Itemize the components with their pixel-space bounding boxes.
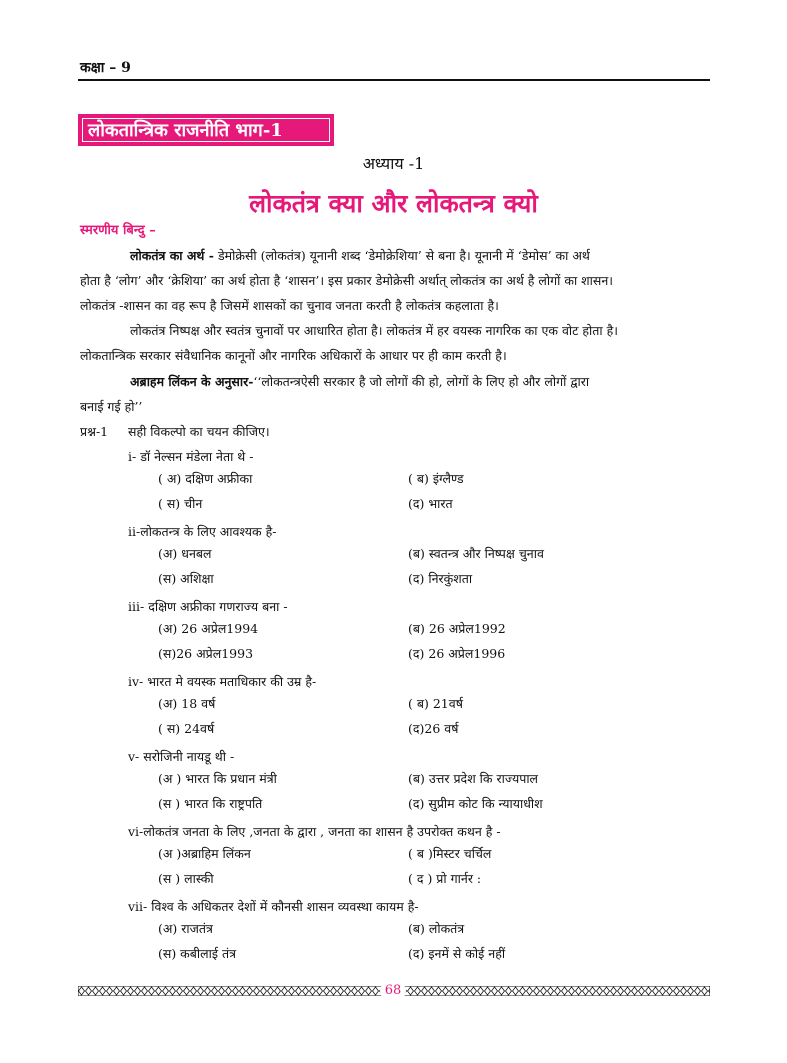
option-item: (द) भारत bbox=[408, 496, 453, 511]
option-item: ( ब) इंग्लैण्ड bbox=[408, 471, 464, 486]
option-item: (स)26 अप्रेल1993 bbox=[158, 646, 254, 661]
option-item: (स ) लास्की bbox=[158, 871, 214, 886]
header-rule bbox=[78, 79, 710, 81]
option-item: (द) सुप्रीम कोट कि न्यायाधीश bbox=[408, 796, 543, 811]
question-label: प्रश्न-1 bbox=[80, 424, 109, 439]
para3-lead: अब्राहम लिंकन के अनुसार- bbox=[130, 374, 254, 389]
option-item: (ब) लोकतंत्र bbox=[408, 921, 465, 936]
question-text: iii- दक्षिण अफ्रीका गणराज्य बना - bbox=[128, 599, 288, 614]
para3-line2: बनाई गई हो’’ bbox=[80, 399, 143, 414]
para1-lead: लोकतंत्र का अर्थ - bbox=[130, 248, 214, 263]
question-text: vii- विश्व के अधिकतर देशों में कौनसी शासन व्यवस्था कायम है- bbox=[128, 899, 419, 914]
page-number: 68 bbox=[380, 980, 406, 1002]
option-item: (ब) 26 अप्रेल1992 bbox=[408, 621, 506, 636]
option-item: (अ) धनबल bbox=[158, 546, 212, 561]
option-item: ( स) 24वर्ष bbox=[158, 721, 215, 736]
option-item: ( ब) 21वर्ष bbox=[408, 696, 463, 711]
para2-line1: लोकतंत्र निष्पक्ष और स्वतंत्र चुनावों पर आधारित होता है। लोकतंत्र में हर वयस्क नागरिक का एक वोट होता है। bbox=[130, 323, 618, 338]
option-item: (अ) राजतंत्र bbox=[158, 921, 213, 936]
unit-title: लोकतान्त्रिक राजनीति भाग-1 bbox=[88, 120, 283, 141]
option-item: (अ) 18 वर्ष bbox=[158, 696, 216, 711]
option-item: ( स) चीन bbox=[158, 496, 203, 511]
para1-line3: लोकतंत्र -शासन का वह रूप है जिसमें शासकों का चुनाव जनता करती है लोकतंत्र कहलाता है। bbox=[80, 298, 499, 313]
class-label: कक्षा – 9 bbox=[80, 60, 131, 76]
option-item: ( द ) प्रो गार्नर : bbox=[408, 871, 482, 886]
page-title: लोकतंत्र क्या और लोकतन्त्र क्यो bbox=[249, 189, 538, 218]
question-instruction: सही विकल्पो का चयन कीजिए। bbox=[128, 424, 270, 439]
option-item: (अ ) भारत कि प्रधान मंत्री bbox=[158, 771, 277, 786]
option-item: (स) कबीलाई तंत्र bbox=[158, 946, 237, 961]
option-item: (द) इनमें से कोई नहीं bbox=[408, 946, 506, 961]
option-item: ( ब )मिस्टर चर्चिल bbox=[408, 846, 492, 861]
option-item: ( अ) दक्षिण अफ्रीका bbox=[158, 471, 253, 486]
para3-line1: अब्राहम लिंकन के अनुसार-‘‘लोकतन्त्रऐसी सरकार है जो लोगों की हो, लोगों के लिए हो और लोगों द्वारा bbox=[130, 374, 590, 389]
question-text: iv- भारत मे वयस्क मताधिकार की उम्र है- bbox=[128, 674, 317, 689]
option-item: (स ) भारत कि राष्ट्रपति bbox=[158, 796, 263, 811]
question-text: ii-लोकतन्त्र के लिए आवश्यक है- bbox=[128, 524, 277, 539]
option-item: (अ )अब्राहिम लिंकन bbox=[158, 846, 251, 861]
subheading: स्मरणीय बिन्दु – bbox=[80, 223, 156, 238]
unit-title-chip bbox=[78, 114, 334, 146]
option-item: (द)26 वर्ष bbox=[408, 721, 459, 736]
question-text: v- सरोजिनी नायडू थी - bbox=[128, 749, 235, 764]
option-item: (ब) स्वतन्त्र और निष्पक्ष चुनाव bbox=[408, 546, 544, 561]
question-text: vi-लोकतंत्र जनता के लिए ,जनता के द्वारा , जनता का शासन है उपरोक्त कथन है - bbox=[128, 824, 501, 839]
question-text: i- डॉ नेल्सन मंडेला नेता थे - bbox=[128, 449, 254, 464]
option-item: (ब) उत्तर प्रदेश कि राज्यपाल bbox=[408, 771, 539, 786]
para1-line1: लोकतंत्र का अर्थ - डेमोक्रेसी (लोकतंत्र) यूनानी शब्द ‘डेमोक्रेशिया’ से बना है। यूनानी में ‘डेमोस’ का अर्थ bbox=[130, 248, 590, 263]
option-item: (स) अशिक्षा bbox=[158, 571, 214, 586]
chapter-label: अध्याय -1 bbox=[362, 154, 425, 173]
para2-line2: लोकतान्त्रिक सरकार संवैधानिक कानूनों और नागरिक अधिकारों के आधार पर ही काम करती है। bbox=[80, 348, 507, 363]
option-item: (द) 26 अप्रेल1996 bbox=[408, 646, 506, 661]
option-item: (अ) 26 अप्रेल1994 bbox=[158, 621, 259, 636]
para1-line2: होता है ‘लोग’ और ‘क्रेशिया’ का अर्थ होता है ‘शासन’। इस प्रकार डेमोक्रेसी अर्थात् लोकतंत्र का अर्थ है लोगों का शासन। bbox=[80, 273, 614, 288]
option-item: (द) निरकुंशता bbox=[408, 571, 473, 586]
